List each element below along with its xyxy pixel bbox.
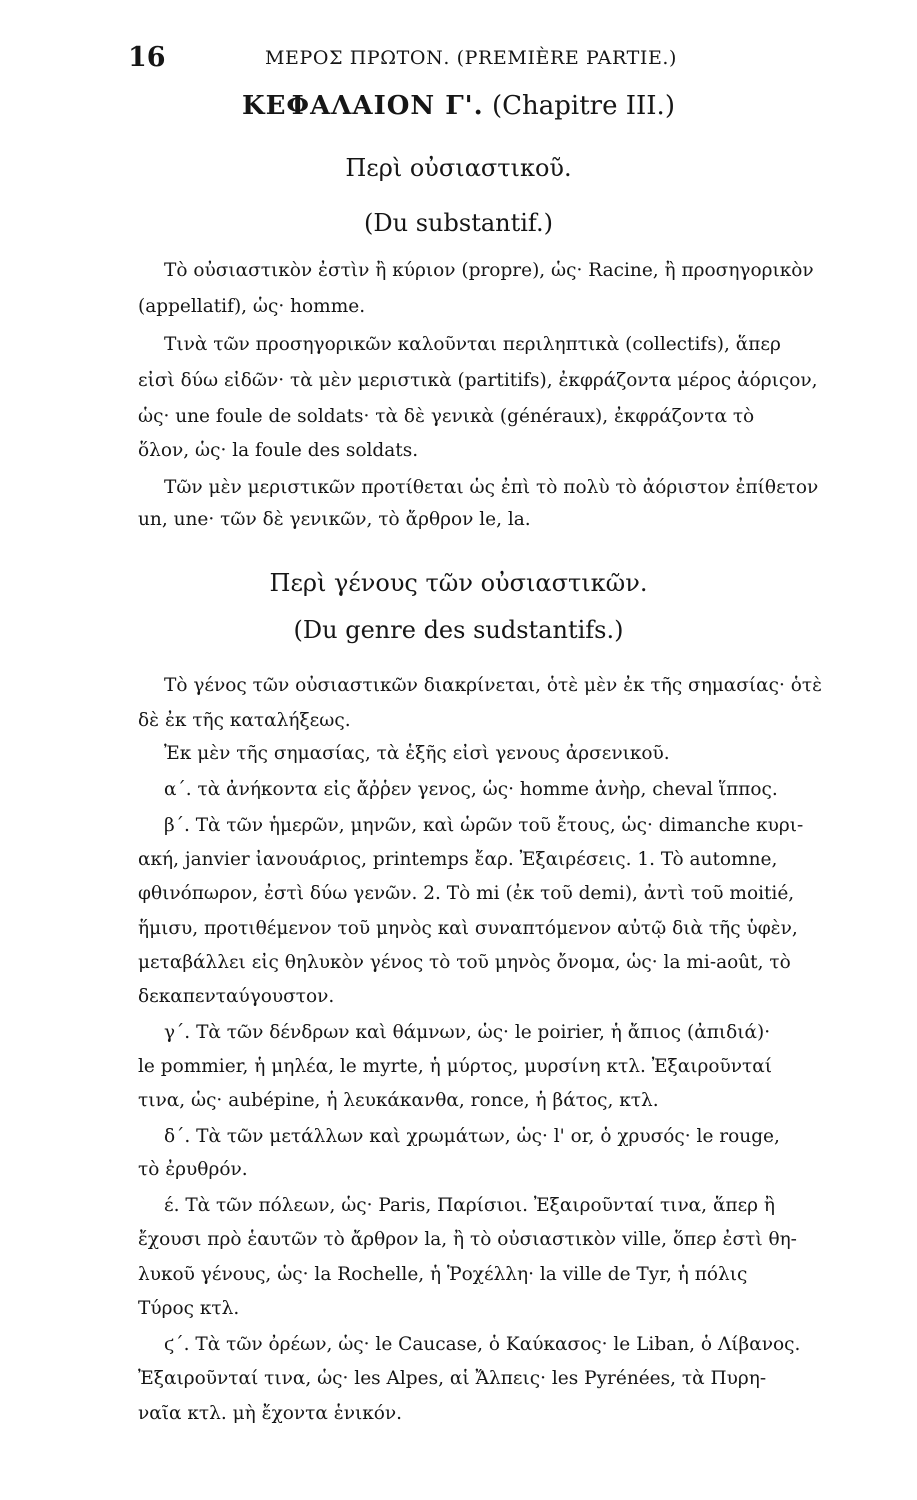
text-line: un, une· τῶν δὲ γενικῶν, τὸ ἄρθρον le, la. xyxy=(138,509,531,530)
text-line: εἰσὶ δύω εἰδῶν· τὰ μὲν μεριστικὰ (partitifs), ἐκφράζοντα μέρος ἀόριςον, xyxy=(138,370,818,391)
text-line: ακή, janvier ἰανουάριος, printemps ἔαρ. Ἐξαιρέσεις. 1. Tò automne, xyxy=(138,849,778,870)
running-title: ΜΕΡΟΣ ΠΡΩΤΟΝ. (PREMIÈRE PARTIE.) xyxy=(265,47,678,69)
text-line: γ΄. Τὰ τῶν δένδρων καὶ θάμνων, ὡς· le poirier, ἡ ἄπιος (ἀπιδιά)· xyxy=(164,1022,771,1043)
text-line: έ. Τὰ τῶν πόλεων, ὡς· Paris, Παρίσιοι. Ἐξαιροῦνταί τινα, ἅπερ ἢ xyxy=(164,1195,776,1216)
section-title-substantive-french: (Du substantif.) xyxy=(364,209,553,237)
chapter-title xyxy=(0,86,917,126)
section-title-substantive-greek: Περὶ οὐσιαστικοῦ. xyxy=(345,154,572,182)
section-title-gender-french: (Du genre des sudstantifs.) xyxy=(293,616,624,644)
text-line: Ἐξαιροῦνταί τινα, ὡς· les Alpes, αἱ Ἄλπεις· les Pyrénées, τὰ Πυρη- xyxy=(138,1368,767,1389)
text-line: ὅλον, ὡς· la foule des soldats. xyxy=(138,440,419,461)
text-line: λυκοῦ γένους, ὡς· la Rochelle, ἡ Ῥοχέλλη· la ville de Tyr, ἡ πόλις xyxy=(138,1264,748,1285)
text-line: Τῶν μὲν μεριστικῶν προτίθεται ὡς ἐπὶ τὸ πολὺ τὸ ἀόριστον ἐπίθετον xyxy=(164,477,819,498)
text-line: δὲ ἐκ τῆς καταλήξεως. xyxy=(138,710,351,731)
text-line: ναῖα κτλ. μὴ ἔχοντα ἑνικόν. xyxy=(138,1403,403,1424)
page-number: 16 xyxy=(128,42,166,73)
text-line: β΄. Τὰ τῶν ἡμερῶν, μηνῶν, καὶ ὡρῶν τοῦ ἔτους, ὡς· dimanche κυρι- xyxy=(164,815,804,836)
chapter-title-greek: ΚΕΦΑΛΑΙΟΝ Γ'. xyxy=(242,91,484,121)
text-line: ϛ΄. Τὰ τῶν ὀρέων, ὡς· le Caucase, ὁ Καύκασος· le Liban, ὁ Λίβανος. xyxy=(164,1334,801,1355)
text-line: ἔχουσι πρὸ ἑαυτῶν τὸ ἄρθρον la, ἢ τὸ οὐσιαστικὸν ville, ὅπερ ἐστὶ θη- xyxy=(138,1229,797,1250)
text-line: τινα, ὡς· aubépine, ἡ λευκάκανθα, ronce, ἡ βάτος, κτλ. xyxy=(138,1090,659,1111)
chapter-title-french: (Chapitre III.) xyxy=(491,91,675,121)
text-line: (appellatif), ὡς· homme. xyxy=(138,296,366,317)
text-line: α΄. τὰ ἀνήκοντα εἰς ἄῤῥεν γενος, ὡς· homme ἀνὴρ, cheval ἵππος. xyxy=(164,779,778,800)
text-line: τὸ ἐρυθρόν. xyxy=(138,1159,248,1180)
text-line: Ἐκ μὲν τῆς σημασίας, τὰ ἑξῆς εἰσὶ γενους ἀρσενικοῦ. xyxy=(164,743,670,764)
text-line: δεκαπενταύγουστον. xyxy=(138,986,335,1007)
text-line: δ΄. Τὰ τῶν μετάλλων καὶ χρωμάτων, ὡς· l' or, ὁ χρυσός· le rouge, xyxy=(164,1126,780,1147)
text-line: le pommier, ἡ μηλέα, le myrte, ἡ μύρτος, μυρσίνη κτλ. Ἐξαιροῦνταί xyxy=(138,1056,772,1077)
text-line: Τινὰ τῶν προσηγορικῶν καλοῦνται περιληπτικὰ (collectifs), ἅπερ xyxy=(164,334,781,355)
text-line: ὡς· une foule de soldats· τὰ δὲ γενικὰ (généraux), ἐκφράζοντα τὸ xyxy=(138,406,755,427)
text-line: φθινόπωρον, ἐστὶ δύω γενῶν. 2. Τὸ mi (ἐκ τοῦ demi), ἀντὶ τοῦ moitié, xyxy=(138,883,795,904)
text-line: Τὸ οὐσιαστικὸν ἐστὶν ἢ κύριον (propre), ὡς· Racine, ἢ προσηγορικὸν xyxy=(164,260,814,281)
text-line: ἥμισυ, προτιθέμενον τοῦ μηνὸς καὶ συναπτόμενον αὐτῷ διὰ τῆς ὑφὲν, xyxy=(138,918,798,939)
text-line: Τύρος κτλ. xyxy=(138,1298,240,1319)
text-line: μεταβάλλει εἰς θηλυκὸν γένος τὸ τοῦ μηνὸς ὄνομα, ὡς· la mi-août, τὸ xyxy=(138,952,791,973)
text-line: Τὸ γένος τῶν οὐσιαστικῶν διακρίνεται, ὁτὲ μὲν ἐκ τῆς σημασίας· ὁτὲ xyxy=(164,675,823,696)
section-title-gender-greek: Περὶ γένους τῶν οὐσιαστικῶν. xyxy=(269,569,648,597)
